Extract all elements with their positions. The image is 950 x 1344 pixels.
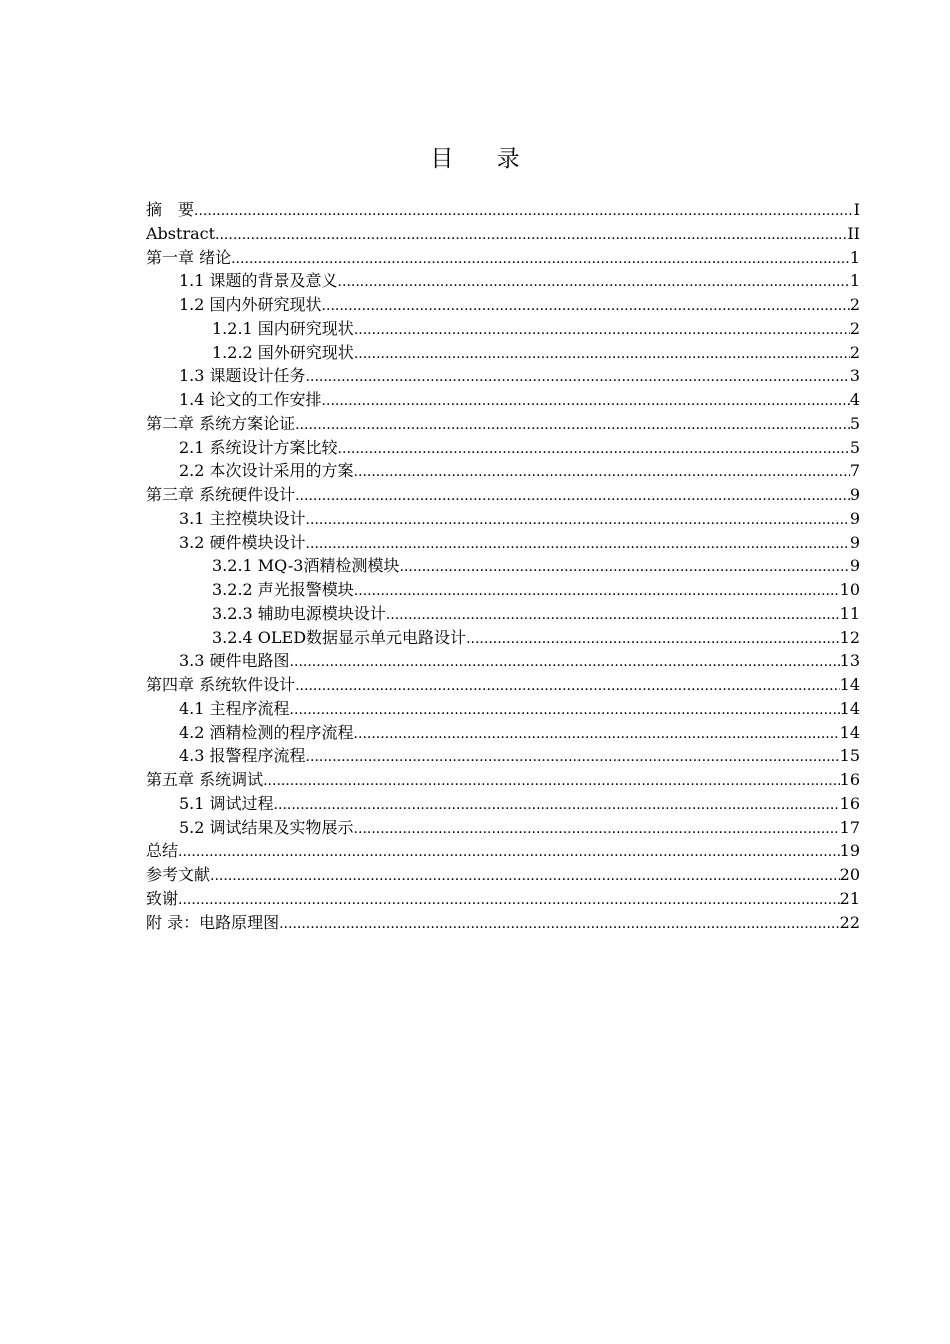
toc-leader-dots	[306, 746, 840, 770]
toc-entry-page-number: 19	[839, 841, 860, 861]
toc-leader-dots	[338, 438, 850, 462]
toc-leader-dots	[178, 889, 840, 913]
toc-entry[interactable]	[146, 887, 860, 911]
toc-entry-page-number: 9	[849, 508, 860, 528]
toc-entry[interactable]	[146, 578, 860, 602]
toc-entry[interactable]	[146, 744, 860, 768]
toc-entry[interactable]	[146, 436, 860, 460]
toc-entry[interactable]	[146, 269, 860, 293]
toc-entry-page-number: 17	[839, 817, 860, 837]
toc-entry-label: 4.2 酒精检测的程序流程	[179, 722, 354, 742]
toc-entry[interactable]	[146, 839, 860, 863]
toc-entry-page-number: 9	[849, 556, 860, 576]
toc-entry[interactable]	[146, 364, 860, 388]
toc-entry-page-number: 2	[849, 318, 860, 338]
toc-entry-label: 4.1 主程序流程	[179, 698, 290, 718]
toc-leader-dots	[263, 770, 840, 794]
toc-entry[interactable]	[146, 293, 860, 317]
toc-entry-page-number: 2	[849, 342, 860, 362]
toc-entry-page-number: 14	[839, 722, 860, 742]
toc-leader-dots	[322, 390, 850, 414]
toc-entry-label: 第一章 绪论	[146, 247, 232, 267]
toc-entry-page-number: 2	[849, 295, 860, 314]
toc-entry-label: 1.2.2 国外研究现状	[212, 342, 354, 362]
toc-entry-label: 第五章 系统调试	[146, 770, 264, 789]
toc-entry-label: 2.1 系统设计方案比较	[179, 437, 338, 457]
toc-entry-label: 3.2 硬件模块设计	[179, 532, 306, 552]
toc-entry[interactable]	[146, 388, 860, 412]
toc-entry-page-number: 5	[849, 413, 860, 433]
toc-entry-page-number: 1	[849, 247, 860, 267]
toc-entry-label: 致谢	[146, 888, 179, 908]
toc-leader-dots	[274, 794, 840, 818]
toc-entry-label: 1.2.1 国内研究现状	[212, 318, 354, 338]
toc-entry-label: 总结	[146, 841, 179, 861]
toc-entry-label: 第四章 系统软件设计	[146, 675, 296, 694]
toc-entry-page-number: 14	[839, 698, 860, 718]
toc-entry-page-number: 21	[839, 888, 860, 908]
toc-leader-dots	[306, 533, 850, 557]
toc-entry-label: 2.2 本次设计采用的方案	[179, 461, 354, 481]
toc-entry[interactable]	[146, 507, 860, 531]
page-title: 目 录	[430, 146, 538, 172]
toc-entry-label: 参考文献	[146, 865, 211, 884]
toc-entry-label: 附 录：电路原理图	[146, 912, 280, 932]
toc-entry[interactable]	[146, 222, 860, 246]
toc-leader-dots	[354, 461, 850, 485]
toc-entry-label: 3.2.1 MQ-3酒精检测模块	[212, 556, 400, 576]
toc-entry[interactable]	[146, 531, 860, 555]
toc-entry-page-number: 3	[849, 366, 860, 386]
toc-entry-label: 第二章 系统方案论证	[146, 413, 296, 433]
toc-leader-dots	[306, 366, 850, 390]
toc-leader-dots	[215, 224, 847, 248]
toc-leader-dots	[354, 723, 840, 747]
toc-leader-dots	[322, 295, 850, 319]
toc-entry[interactable]	[146, 412, 860, 436]
toc-leader-dots	[399, 556, 849, 580]
toc-entry-label: 4.3 报警程序流程	[179, 746, 306, 766]
toc-entry-page-number: II	[847, 223, 860, 243]
toc-leader-dots	[290, 651, 840, 675]
toc-entry-page-number: 20	[839, 865, 860, 884]
toc-entry[interactable]	[146, 768, 860, 792]
toc-entry[interactable]	[146, 673, 860, 697]
toc-entry[interactable]	[146, 602, 860, 626]
toc-entry-page-number: 1	[849, 271, 860, 291]
toc-entry-page-number: 16	[839, 793, 860, 813]
toc-entry-label: 3.1 主控模块设计	[179, 508, 306, 528]
toc-entry-label: 1.3 课题设计任务	[179, 366, 306, 386]
toc-entry-label: 1.1 课题的背景及意义	[179, 271, 338, 291]
toc-entry-label: 3.3 硬件电路图	[179, 651, 290, 671]
toc-entry[interactable]	[146, 863, 860, 887]
toc-entry[interactable]	[146, 198, 860, 222]
toc-entry-page-number: 10	[839, 580, 860, 599]
toc-leader-dots	[306, 509, 850, 533]
toc-leader-dots	[386, 604, 840, 628]
toc-leader-dots	[210, 865, 840, 889]
toc-leader-dots	[194, 200, 854, 224]
toc-entry-label: Abstract	[146, 223, 216, 243]
toc-entry-page-number: 4	[849, 390, 860, 409]
toc-entry-page-number: 7	[849, 461, 860, 481]
toc-entry[interactable]	[146, 816, 860, 840]
toc-leader-dots	[295, 414, 850, 438]
toc-leader-dots	[279, 913, 840, 937]
toc-leader-dots	[354, 343, 850, 367]
toc-entry[interactable]	[146, 721, 860, 745]
toc-leader-dots	[354, 818, 840, 842]
toc-entry-label: 1.4 论文的工作安排	[179, 390, 322, 409]
toc-leader-dots	[295, 675, 840, 699]
toc-entry-page-number: 22	[839, 912, 860, 932]
toc-leader-dots	[354, 319, 850, 343]
toc-entry[interactable]	[146, 341, 860, 365]
toc-leader-dots	[338, 271, 850, 295]
table-of-contents	[146, 198, 860, 934]
toc-entry[interactable]	[146, 554, 860, 578]
toc-entry[interactable]	[146, 317, 860, 341]
toc-entry-page-number: 9	[849, 532, 860, 552]
toc-entry-label: 摘 要	[146, 200, 195, 219]
toc-entry[interactable]	[146, 792, 860, 816]
toc-entry-page-number: 15	[839, 746, 860, 766]
toc-entry-page-number: 5	[849, 437, 860, 457]
toc-entry-label: 5.2 调试结果及实物展示	[179, 817, 354, 837]
toc-entry-label: 第三章 系统硬件设计	[146, 485, 296, 504]
toc-entry[interactable]	[146, 459, 860, 483]
toc-leader-dots	[178, 841, 840, 865]
toc-entry-page-number: 14	[839, 675, 860, 694]
toc-entry-label: 1.2 国内外研究现状	[179, 295, 322, 314]
toc-entry-page-number: 12	[839, 627, 860, 647]
toc-leader-dots	[290, 699, 840, 723]
toc-leader-dots	[354, 580, 840, 604]
toc-entry[interactable]	[146, 649, 860, 673]
toc-leader-dots	[295, 485, 850, 509]
toc-entry-page-number: 11	[839, 603, 860, 623]
toc-leader-dots	[466, 628, 840, 652]
toc-entry-label: 3.2.2 声光报警模块	[212, 580, 354, 599]
toc-entry[interactable]	[146, 911, 860, 935]
toc-entry[interactable]	[146, 246, 860, 270]
toc-entry-label: 3.2.3 辅助电源模块设计	[212, 603, 386, 623]
toc-leader-dots	[231, 248, 850, 272]
toc-entry[interactable]	[146, 626, 860, 650]
toc-entry-label: 5.1 调试过程	[179, 793, 274, 813]
toc-entry[interactable]	[146, 697, 860, 721]
toc-entry[interactable]	[146, 483, 860, 507]
toc-entry-label: 3.2.4 OLED数据显示单元电路设计	[212, 627, 467, 647]
toc-entry-page-number: 16	[839, 770, 860, 789]
toc-entry-page-number: 9	[849, 485, 860, 504]
toc-entry-page-number: 13	[839, 651, 860, 671]
toc-entry-page-number: I	[853, 200, 860, 219]
